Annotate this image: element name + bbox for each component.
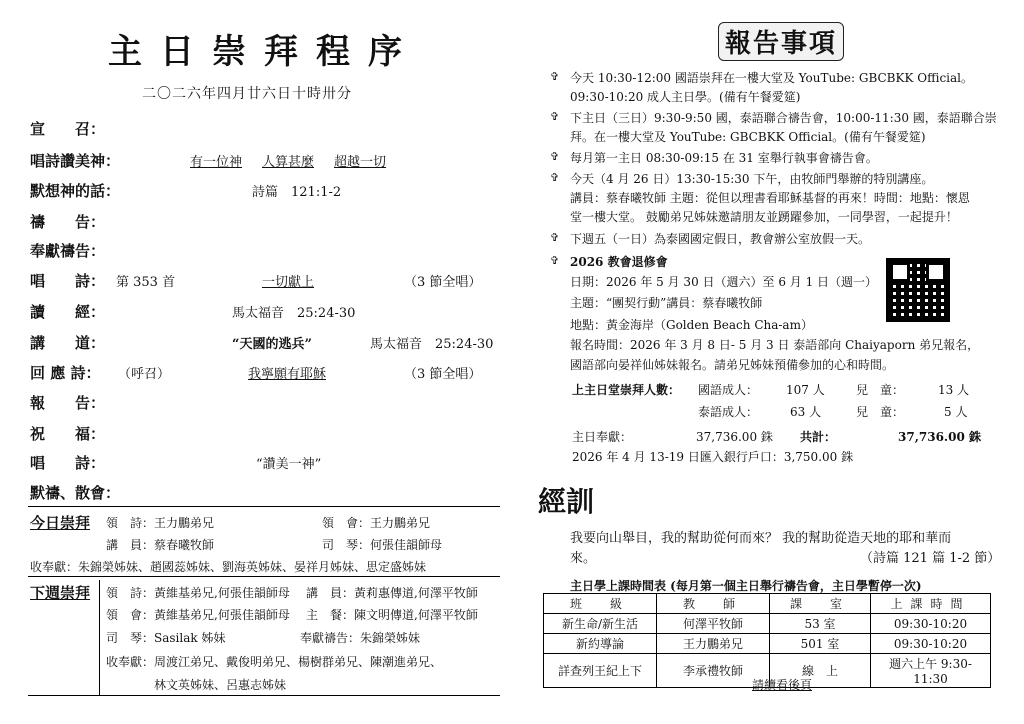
offering-label: 主日奉獻： [572, 430, 633, 444]
offering-collectors: 收奉獻：朱錦榮姊妹、趙國蕊姊妹、劉海英姊妹、晏祥月姊妹、思定盛姊妹 [30, 560, 427, 574]
announcement-line: 今天（4 月 26 日）13:30-15:30 下午，由牧師門舉辦的特別講座。 [570, 172, 934, 186]
row-label: 宣 召： [30, 120, 106, 138]
next-communion: 主 餐：陳文明傳道,何澤平牧師 [306, 608, 478, 622]
column-header: 班 級 [544, 594, 657, 614]
table-header-row [544, 594, 991, 614]
next-pianist: 司 琴：Sasilak 姊妹 [106, 631, 226, 645]
next-offering-prayer: 奉獻禱告：朱錦榮姊妹 [300, 631, 421, 645]
class-teacher: 王力鵬弟兄 [657, 634, 770, 654]
bank-deposit: 2026 年 4 月 13-19 日匯入銀行戶口：3,750.00 銖 [572, 450, 854, 464]
row-label: 講 道： [30, 334, 106, 352]
cross-icon: ✞ [550, 150, 560, 163]
column-header: 上課時間 [871, 594, 991, 614]
thai-child-count: 5 人 [944, 405, 968, 419]
row-label: 唱 詩： [30, 454, 106, 472]
row-label: 唱詩讚美神： [30, 152, 121, 170]
scripture-meditation: 詩篇 121:1-2 [252, 185, 342, 200]
announcement-line: 拜。在一樓大堂及 YouTube: GBCBKK Official。(備有午餐愛筵) [570, 130, 926, 144]
class-name: 新生命/新生活 [544, 614, 657, 634]
retreat-date: 日期：2026 年 5 月 30 日（週六）至 6 月 1 日（週一） [570, 275, 878, 289]
divider [28, 576, 500, 577]
hymn-1: 有一位神 [190, 155, 243, 170]
announcement-line: 每月第一主日 08:30-09:15 在 31 室舉行執事會禱告會。 [570, 151, 878, 165]
announcement-line: 講員：蔡春曦牧師 主題：從但以理書看耶穌基督的再來！時間：地點：懷恩 [570, 191, 970, 205]
cross-icon: ✞ [550, 110, 560, 123]
next-offering-collectors-cont: 林文英姊妹、呂惠志姊妹 [154, 678, 287, 692]
next-week-heading: 下週崇拜 [30, 584, 91, 602]
column-header: 教 師 [657, 594, 770, 614]
page-title: 主日崇拜程序 [108, 32, 420, 72]
cross-icon: ✞ [550, 171, 560, 184]
offering-amount: 37,736.00 銖 [696, 430, 773, 444]
announcement-line: 堂一樓大堂。 鼓勵弟兄姊妹邀請朋友並踴躍參加，一同學習，一起提升！ [570, 210, 958, 224]
service-date: 二〇二六年四月廿六日十時卅分 [142, 86, 352, 102]
retreat-registration-cont: 國語部向晏祥仙姊妹報名。請弟兄姊妹預備參加的心和時間。 [570, 358, 895, 372]
table-row [544, 614, 991, 634]
class-room: 53 室 [770, 614, 871, 634]
cross-icon: ✞ [550, 254, 560, 267]
next-presider: 領 會：黃維基弟兄,何張佳韻師母 [106, 608, 290, 622]
row-label: 祝 福： [30, 425, 106, 443]
divider [28, 695, 500, 696]
retreat-theme: 主題：“團契行動”講員：蔡春曦牧師 [570, 296, 763, 310]
row-label: 禱 告： [30, 213, 106, 231]
class-teacher: 何澤平牧師 [657, 614, 770, 634]
hymn-title: 一切獻上 [262, 275, 315, 290]
worship-leader: 領 詩：王力鵬弟兄 [106, 516, 215, 530]
scripture-heading: 經訓 [538, 485, 595, 518]
total-label: 共計： [800, 430, 837, 444]
announcement-line: 下主日（三日）9:30-9:50 國，泰語聯合禱告會，10:00-11:30 國，泰語聯合崇 [570, 111, 997, 125]
class-schedule-title: 主日學上課時間表 (每月第一個主日舉行禱告會，主日學暫停一次) [570, 579, 922, 593]
mandarin-adult-label: 國語成人： [698, 383, 759, 397]
total-amount: 37,736.00 銖 [898, 430, 981, 444]
hymn-note: （3 節全唱） [404, 275, 482, 290]
cross-icon: ✞ [550, 70, 560, 83]
hymn-number: 第 353 首 [116, 275, 176, 290]
class-room: 501 室 [770, 634, 871, 654]
class-name: 新約導論 [544, 634, 657, 654]
next-offering-collectors: 收奉獻：周渡江弟兄、戴俊明弟兄、楊樹群弟兄、陳潮進弟兄、 [106, 655, 443, 669]
thai-adult-label: 泰語成人： [698, 405, 759, 419]
announcement-line: 09:30-10:20 成人主日學。(備有午餐愛筵) [570, 90, 801, 104]
cross-icon: ✞ [550, 231, 560, 244]
response-prefix: （呼召） [118, 367, 171, 382]
this-week-heading: 今日崇拜 [30, 514, 91, 532]
announcement-line: 今天 10:30-12:00 國語崇拜在一樓大堂及 YouTube: GBCBKK Official。 [570, 71, 973, 85]
row-label: 默想神的話： [30, 182, 121, 200]
class-time: 週六上午 9:30-11:30 [871, 654, 991, 688]
sermon-title: “天國的逃兵” [232, 337, 312, 352]
class-schedule-table [543, 593, 991, 688]
class-room: 線 上 [770, 654, 871, 688]
class-name: 詳查列王紀上下 [544, 654, 657, 688]
row-label: 讀 經： [30, 303, 106, 321]
mandarin-child-count: 13 人 [938, 383, 970, 397]
next-speaker: 講 員：黃莉惠傳道,何澤平牧師 [306, 586, 478, 600]
hymn-2: 人算甚麼 [262, 155, 315, 170]
thai-adult-count: 63 人 [790, 405, 822, 419]
qr-code-icon[interactable] [886, 258, 950, 322]
announcements-heading: 報告事項 [718, 22, 844, 61]
scripture-reading: 馬太福音 25:24-30 [232, 306, 356, 321]
response-note: （3 節全唱） [404, 367, 482, 382]
divider [99, 580, 100, 695]
verse-line: 來。 [570, 551, 597, 566]
thai-child-label: 兒 童： [856, 405, 905, 419]
attendance-label: 上主日堂崇拜人數： [572, 383, 681, 397]
verse-line: 我要向山舉目，我的幫助從何而來？ 我的幫助從造天地的耶和華而 [570, 531, 952, 546]
mandarin-adult-count: 107 人 [786, 383, 825, 397]
continue-link[interactable]: 請續看後頁 [752, 678, 813, 692]
response-hymn: 我寧願有耶穌 [248, 367, 327, 382]
row-label: 回 應 詩： [30, 364, 101, 382]
closing-hymn: “讚美一神” [256, 457, 322, 472]
retreat-title: 2026 教會退修會 [570, 255, 668, 269]
column-header: 課 室 [770, 594, 871, 614]
verse-reference: （詩篇 121 篇 1-2 節） [860, 551, 1001, 566]
row-label: 報 告： [30, 394, 106, 412]
class-time: 09:30-10:20 [871, 614, 991, 634]
table-row [544, 634, 991, 654]
retreat-place: 地點：黃金海岸（Golden Beach Cha-am） [570, 318, 813, 332]
row-label: 奉獻禱告： [30, 242, 106, 260]
row-label: 唱 詩： [30, 272, 106, 290]
row-label: 默禱、散會： [30, 484, 121, 502]
divider [28, 506, 500, 507]
pianist: 司 琴：何張佳韻師母 [322, 538, 443, 552]
hymn-3: 超越一切 [334, 155, 387, 170]
mandarin-child-label: 兒 童： [856, 383, 905, 397]
announcement-line: 下週五（一日）為泰國國定假日，教會辦公室放假一天。 [570, 232, 871, 246]
speaker: 講 員：蔡春曦牧師 [106, 538, 215, 552]
next-worship-leader: 領 詩：黃維基弟兄,何張佳韻師母 [106, 586, 290, 600]
retreat-registration: 報名時間：2026 年 3 月 8 日- 5 月 3 日 泰語部向 Chaiyaporn 弟兄報名， [570, 338, 980, 352]
presider: 領 會：王力鵬弟兄 [322, 516, 431, 530]
sermon-reference: 馬太福音 25:24-30 [370, 337, 494, 352]
class-time: 09:30-10:20 [871, 634, 991, 654]
class-teacher: 李承禮牧師 [657, 654, 770, 688]
